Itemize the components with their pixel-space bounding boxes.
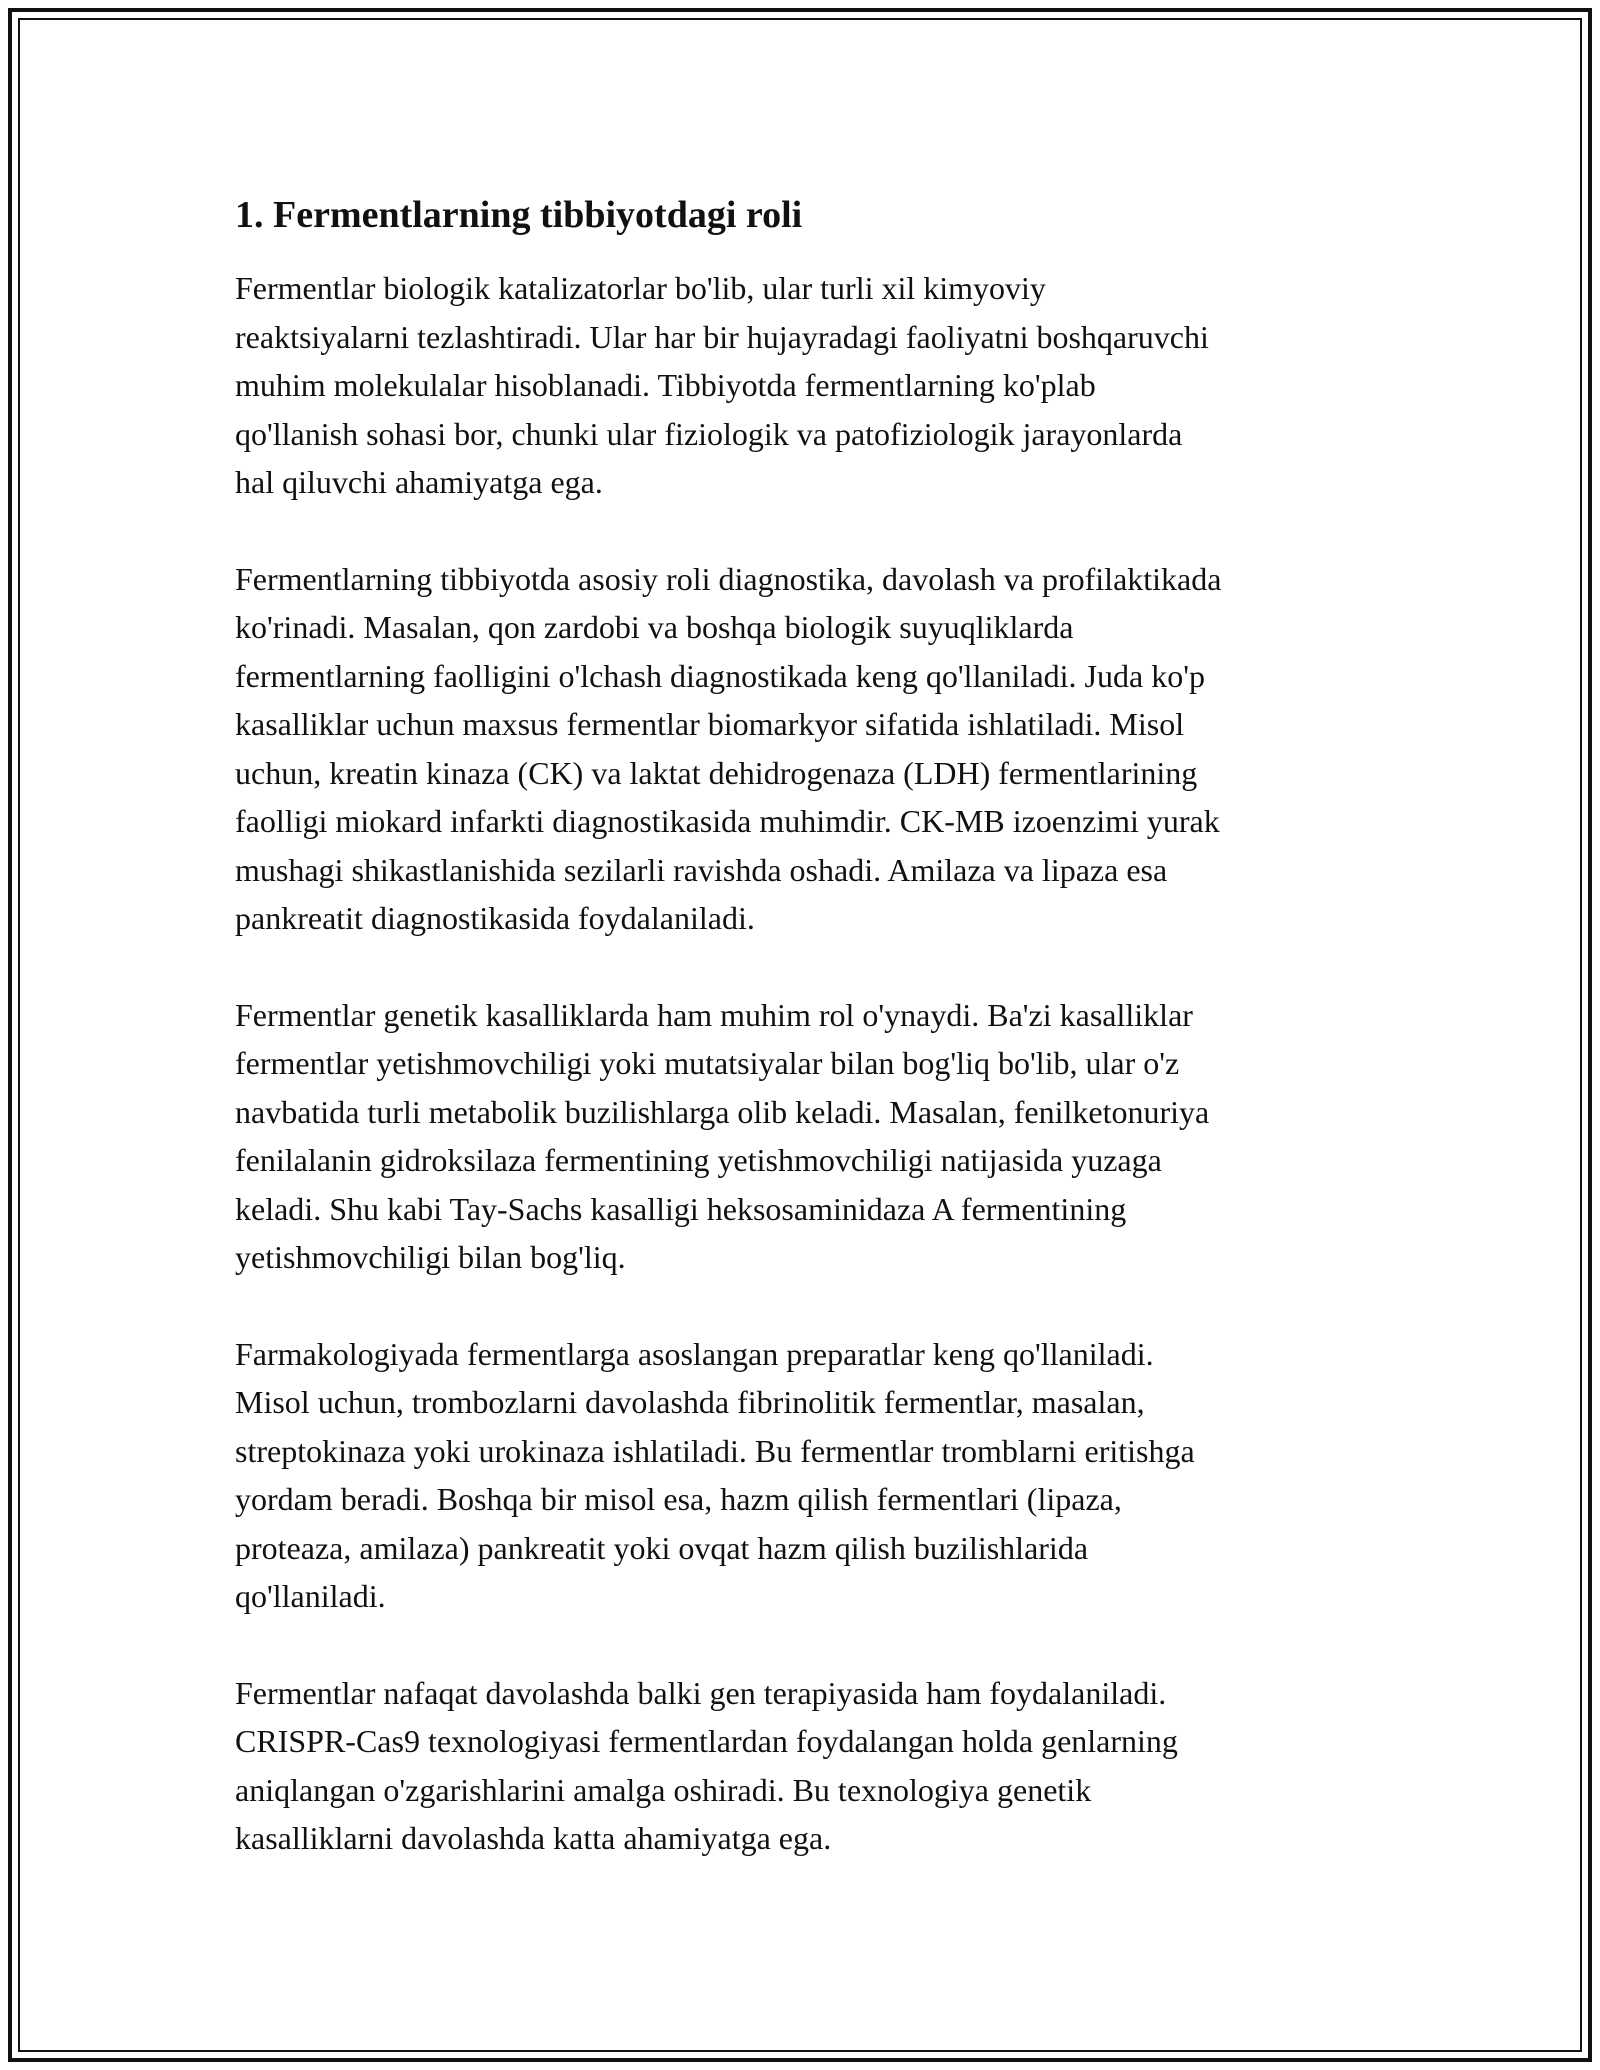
paragraph-genetic-diseases: Fermentlar genetik kasalliklarda ham muhim rol o'ynaydi. Ba'zi kasalliklar fermentlar yetishmovchiligi yoki mutatsiyalar bilan bog'liq bo'lib, ular o'z navbatida turli metabolik buzilishlarga olib keladi. Masalan, fenilketonuriya fenilalanin gidroksilaza fermentining yetishmovchiligi natijasida yuzaga keladi. Shu kabi Tay-Sachs kasalligi heksosaminidaza A fermentining yetishmovchiligi bilan bog'liq. xyxy=(235,996,1210,1275)
paragraph-diagnostics: Fermentlarning tibbiyotda asosiy roli diagnostika, davolash va profilaktikada ko'rinadi. Masalan, qon zardobi va boshqa biologik suyuqliklarda fermentlarning faolligini o'lchash diagnostikada keng qo'llaniladi. Juda ko'p kasalliklar uchun maxsus fermentlar biomarkyor sifatida ishlatiladi. Misol uchun, kreatin kinaza (CK) va laktat dehidrogenaza (LDH) fermentlarining faolligi miokard infarkti diagnostikasida muhimdir. CK-MB izoenzimi yurak mushagi shikastlanishida sezilarli ravishda oshadi. Amilaza va lipaza esa pankreatit diagnostikasida foydalaniladi. xyxy=(235,560,1222,936)
paragraph-intro: Fermentlar biologik katalizatorlar bo'lib, ular turli xil kimyoviy reaktsiyalarni tezlashtiradi. Ular har bir hujayradagi faoliyatni boshqaruvchi muhim molekulalar hisoblanadi. Tibbiyotda fermentlarning ko'plab qo'llanish sohasi bor, chunki ular fiziologik va patofiziologik jarayonlarda hal qiluvchi ahamiyatga ega. xyxy=(235,270,1209,500)
paragraph-pharmacology: Farmakologiyada fermentlarga asoslangan preparatlar keng qo'llaniladi. Misol uchun, trombozlarni davolashda fibrinolitik fermentlar, masalan, streptokinaza yoki urokinaza ishlatiladi. Bu fermentlar tromblarni eritishga yordam beradi. Boshqa bir misol esa, hazm qilish fermentlari (lipaza, proteaza, amilaza) pankreatit yoki ovqat hazm qilish buzilishlarida qo'llaniladi. xyxy=(235,1335,1195,1614)
paragraph-gene-therapy: Fermentlar nafaqat davolashda balki gen terapiyasida ham foydalaniladi. CRISPR-Cas9 texnologiyasi fermentlardan foydalangan holda genlarning aniqlangan o'zgarishlarini amalga oshiradi. Bu texnologiya genetik kasalliklarni davolashda katta ahamiyatga ega. xyxy=(235,1674,1178,1856)
section-heading: 1. Fermentlarning tibbiyotdagi roli xyxy=(235,194,803,236)
document-body xyxy=(235,186,1375,1911)
